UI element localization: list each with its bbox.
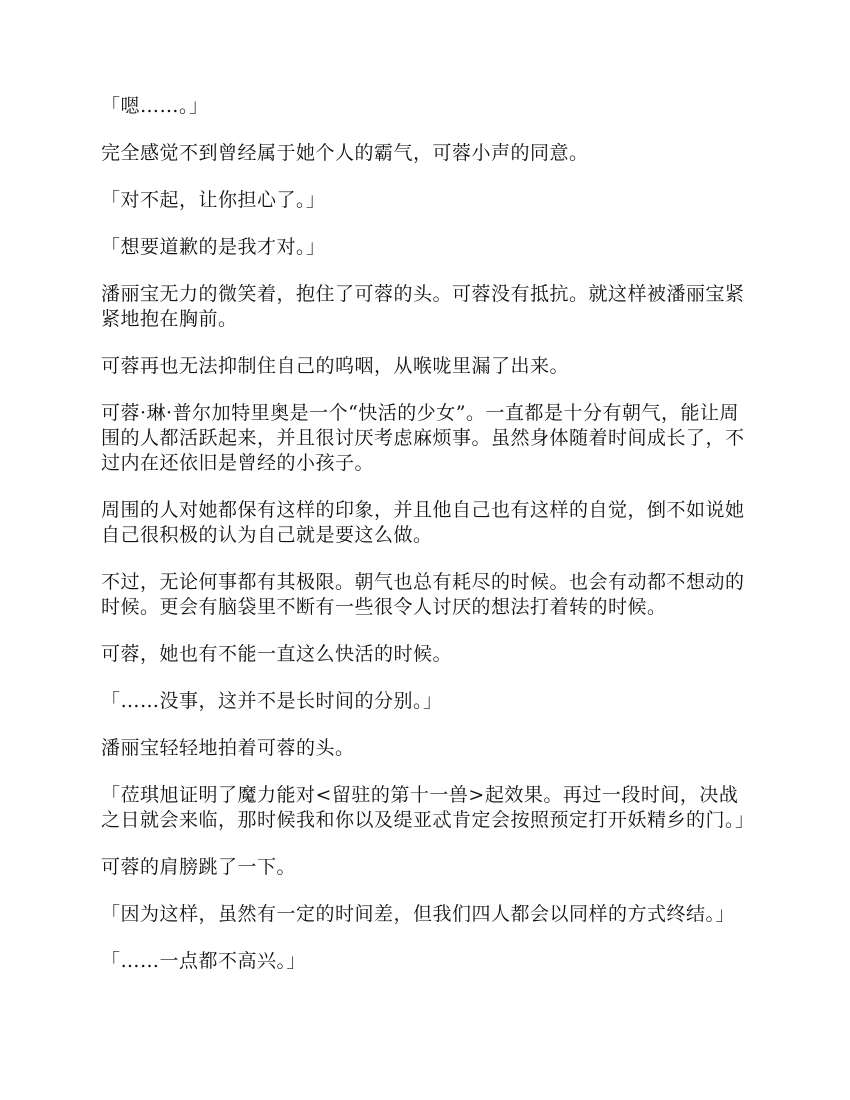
document-page [101, 94, 755, 996]
paragraph: 不过，无论何事都有其极限。朝气也总有耗尽的时候。也会有动都不想动的时候。更会有脑袋里不断有一些很令人讨厌的想法打着转的时候。 [101, 571, 745, 618]
paragraph: 「……没事，这并不是长时间的分别。」 [101, 690, 443, 712]
paragraph: 潘丽宝无力的微笑着，抱住了可蓉的头。可蓉没有抵抗。就这样被潘丽宝紧紧地抱在胸前。 [101, 283, 745, 330]
paragraph: 「想要道歉的是我才对。」 [101, 236, 326, 258]
paragraph: 「嗯……。」 [101, 95, 209, 117]
paragraph: 「因为这样，虽然有一定的时间差，但我们四人都会以同样的方式终结。」 [101, 903, 736, 925]
paragraph: 可蓉的肩膀跳了一下。 [101, 856, 297, 878]
paragraph: 「对不起，让你担心了。」 [101, 189, 326, 211]
paragraph: 可蓉，她也有不能一直这么快活的时候。 [101, 643, 453, 665]
paragraph: 可蓉·琳·普尔加特里奥是一个“快活的少女”。一直都是十分有朝气，能让周围的人都活跃起来，并且很讨厌考虑麻烦事。虽然身体随着时间成长了，不过内在还依旧是曾经的小孩子。 [101, 402, 745, 474]
paragraph: 周围的人对她都保有这样的印象，并且他自己也有这样的自觉，倒不如说她自己很积极的认为自己就是要这么做。 [101, 499, 745, 546]
paragraph: 完全感觉不到曾经属于她个人的霸气，可蓉小声的同意。 [101, 142, 589, 164]
paragraph: 可蓉再也无法抑制住自己的呜咽，从喉咙里漏了出来。 [101, 355, 570, 377]
paragraph: 「……一点都不高兴。」 [101, 950, 307, 972]
paragraph: 潘丽宝轻轻地拍着可蓉的头。 [101, 737, 355, 759]
paragraph: 「莅琪旭证明了魔力能对<留驻的第十一兽>起效果。再过一段时间，决战之日就会来临，那时候我和你以及缇亚忒肯定会按照预定打开妖精乡的门。」 [101, 784, 755, 831]
